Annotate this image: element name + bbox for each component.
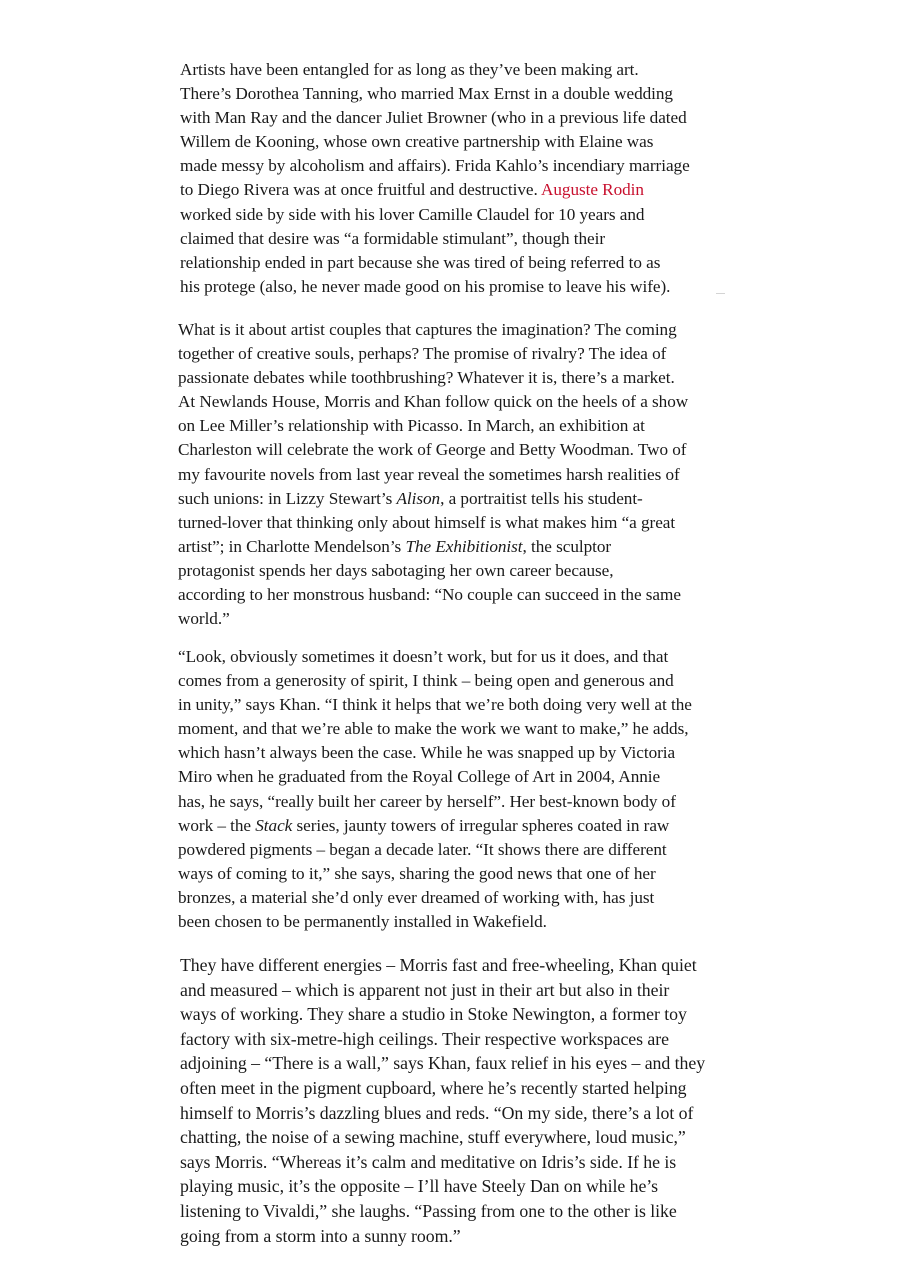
text-line: What is it about artist couples that captures the imagination? The coming [178, 320, 677, 339]
text-fragment: such unions: in Lizzy Stewart’s [178, 488, 397, 508]
text-line: powdered pigments – began a decade later. “It shows there are different [178, 839, 667, 859]
text-line: made messy by alcoholism and affairs). Frida Kahlo’s incendiary marriage [180, 156, 690, 176]
text-line: chatting, the noise of a sewing machine, stuff everywhere, loud music,” [180, 1127, 686, 1148]
series-title-stack: Stack [255, 815, 293, 835]
text-line: Miro when he graduated from the Royal College of Art in 2004, Annie [178, 767, 661, 787]
book-title-exhibitionist: The Exhibitionist [405, 536, 523, 556]
text-line: together of creative souls, perhaps? The promise of rivalry? The idea of [178, 344, 667, 364]
text-line: listening to Vivaldi,” she laughs. “Passing from one to the other is like [180, 1200, 677, 1221]
text-line: adjoining – “There is a wall,” says Khan, faux relief in his eyes – and they [180, 1053, 706, 1074]
paragraph-artist-couples [178, 318, 688, 631]
text-line: playing music, it’s the opposite – I’ll have Steely Dan on while he’s [180, 1176, 659, 1197]
text-line [178, 487, 688, 511]
text-line: has, he says, “really built her career by herself”. Her best-known body of [178, 791, 676, 811]
text-line: going from a storm into a sunny room.” [180, 1225, 461, 1246]
text-line: turned-lover that thinking only about himself is what makes him “a great [178, 512, 676, 532]
auguste-rodin-link[interactable]: Auguste Rodin [541, 180, 644, 200]
text-line: often meet in the pigment cupboard, where he’s recently started helping [180, 1077, 687, 1098]
text-line: ways of working. They share a studio in Stoke Newington, a former toy [180, 1004, 687, 1025]
text-line: my favourite novels from last year reveal the sometimes harsh realities of [178, 464, 680, 484]
text-line: been chosen to be permanently installed in Wakefield. [178, 912, 547, 932]
text-line: on Lee Miller’s relationship with Picasso. In March, an exhibition at [178, 416, 645, 436]
text-line: factory with six-metre-high ceilings. Their respective workspaces are [180, 1028, 669, 1049]
paragraph-studio-energies [180, 953, 705, 1248]
text-line: himself to Morris’s dazzling blues and reds. “On my side, there’s a lot of [180, 1102, 694, 1123]
text-line [178, 535, 688, 559]
text-line [180, 178, 690, 202]
text-line: in unity,” says Khan. “I think it helps that we’re both doing very well at the [178, 695, 692, 715]
text-fragment: artist”; in Charlotte Mendelson’s [178, 536, 406, 556]
text-fragment: , the sculptor [522, 536, 612, 556]
paragraph-artist-entanglements [180, 58, 690, 299]
text-line: his protege (also, he never made good on his promise to leave his wife). [180, 276, 671, 296]
text-line: protagonist spends her days sabotaging her own career because, [178, 560, 614, 580]
faint-divider-mark [716, 293, 725, 294]
text-line: Charleston will celebrate the work of George and Betty Woodman. Two of [178, 440, 687, 460]
text-line: bronzes, a material she’d only ever dreamed of working with, has just [178, 887, 655, 907]
book-title-alison: Alison [396, 488, 441, 508]
text-line: They have different energies – Morris fast and free-wheeling, Khan quiet [180, 955, 697, 975]
text-line: At Newlands House, Morris and Khan follow quick on the heels of a show [178, 392, 689, 412]
text-line: comes from a generosity of spirit, I think – being open and generous and [178, 671, 674, 691]
text-line: moment, and that we’re able to make the work we want to make,” he adds, [178, 719, 689, 739]
text-line: says Morris. “Whereas it’s calm and meditative on Idris’s side. If he is [180, 1151, 677, 1172]
text-fragment: work – the [178, 815, 256, 835]
text-fragment: series, jaunty towers of irregular spheres coated in raw [292, 815, 670, 835]
text-line: There’s Dorothea Tanning, who married Max Ernst in a double wedding [180, 84, 673, 104]
text-line: and measured – which is apparent not just in their art but also in their [180, 979, 670, 1000]
text-line: world.” [178, 609, 230, 629]
text-fragment: to Diego Rivera was at once fruitful and destructive. [180, 180, 541, 200]
text-line: passionate debates while toothbrushing? Whatever it is, there’s a market. [178, 368, 675, 388]
text-fragment: , a portraitist tells his student- [440, 488, 643, 508]
text-line: “Look, obviously sometimes it doesn’t work, but for us it does, and that [178, 647, 669, 666]
text-line: relationship ended in part because she was tired of being referred to as [180, 252, 661, 272]
text-line [178, 814, 692, 838]
text-line: claimed that desire was “a formidable stimulant”, though their [180, 228, 606, 248]
paragraph-khan-quote [178, 645, 692, 934]
text-line: according to her monstrous husband: “No couple can succeed in the same [178, 585, 681, 605]
text-line: Willem de Kooning, whose own creative partnership with Elaine was [180, 132, 654, 152]
text-line: with Man Ray and the dancer Juliet Browner (who in a previous life dated [180, 108, 687, 128]
text-line: Artists have been entangled for as long as they’ve been making art. [180, 60, 639, 79]
text-line: which hasn’t always been the case. While he was snapped up by Victoria [178, 743, 676, 763]
text-line: worked side by side with his lover Camille Claudel for 10 years and [180, 204, 645, 224]
text-line: ways of coming to it,” she says, sharing the good news that one of her [178, 863, 656, 883]
